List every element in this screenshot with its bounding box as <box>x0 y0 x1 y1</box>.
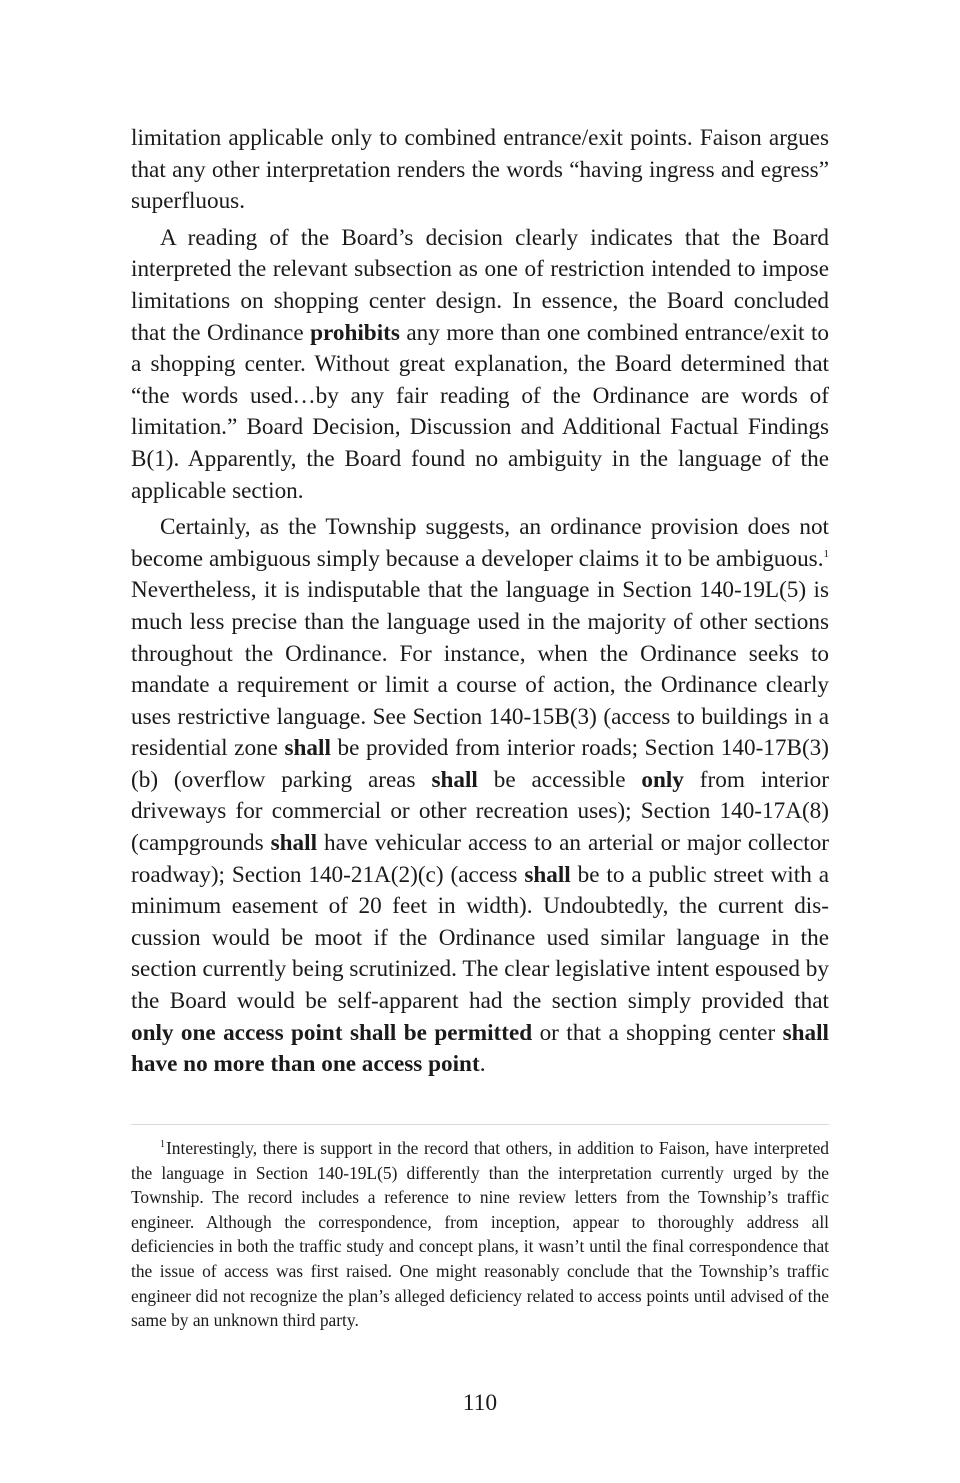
text-run: Nevertheless, it is indisputable that the language in Section 140-19L(5) is much less precise than the language used in the majority of other sections throughout the Ordinance. For instance, when the Ordinance seeks to mandate a requirement or limit a course of action, the Ordinance clearly uses restrictive language. See Section 140-15B(3) (access to buildings in a residential zone <box>131 577 829 762</box>
emphasis-text: shall <box>284 735 331 762</box>
emphasis-text: only one access point shall be permitted <box>131 1019 533 1046</box>
body-text <box>131 123 829 1081</box>
emphasis-text: prohibits <box>310 319 400 346</box>
text-run: . <box>479 1051 486 1078</box>
footnote-text: Interestingly, there is support in the record that others, in addition to Faison, have interpreted the language in Section 140-19L(5) differently than the interpretation currently urged by the Township. The record includes a reference to nine review letters from the Township’s traffic engineer. Although the correspondence, from inception, appear to thoroughly address all deficiencies in both the traffic study and concept plans, it wasn’t until the final correspondence that the issue of access was first raised. One might reasonably conclude that the Township’s traffic engineer did not recognize the plan’s alleged deficiency related to access points until advised of the same by an unknown third party. <box>131 1138 829 1331</box>
text-run: or that a shopping center <box>532 1019 783 1046</box>
emphasis-text: shall <box>270 830 318 857</box>
text-run: be provided from interior roads; Section 140-17B(3)(b) (overflow parking areas <box>131 735 829 793</box>
text-run: Certainly, as the Township suggests, an ordinance provision does not become ambiguous simply because a developer claims it to be ambiguous. <box>131 514 829 572</box>
emphasis-text: only <box>641 766 684 793</box>
paragraph <box>131 123 829 218</box>
text-run: be accessible <box>477 766 642 793</box>
footnote-reference: 1 <box>823 547 829 560</box>
text-run: A reading of the Board’s decision clearly indicates that the Board interpreted the relevant subsection as one of restriction intended to impose limitations on shopping center design. In essence, the Board concluded that the Ordinance <box>131 224 829 346</box>
text-run: limitation applicable only to combined entrance/exit points. Faison argues that any other interpretation renders the words “having ingress and egress” superfluous. <box>131 125 829 215</box>
emphasis-text: shall <box>524 861 571 888</box>
page-number: 110 <box>462 1390 498 1416</box>
emphasis-text: shall have no more than one access point <box>131 1019 829 1078</box>
text-run: any more than one combined entrance/exit to a shopping center. Without great explanation, the Board determined that “the words used…by any fair reading of the Ordinance are words of limitation.” Board Decision, Discussion and Additional Factual Findings B(1). Apparently, the Board found no ambiguity in the language of the applicable section. <box>131 319 829 504</box>
paragraph <box>131 512 829 1081</box>
text-run: have vehicular access to an arterial or major collector roadway); Section 140-21A(2)(c) (access <box>131 830 830 888</box>
text-run: be to a public street with a minimum easement of 20 feet in width). Undoubtedly, the current discussion would be moot if the Ordinance used similar language in the section currently being scrutinized. The clear legislative intent espoused by the Board would be self-apparent had the section simply provided that <box>131 861 829 1015</box>
footnote-divider <box>131 1124 829 1125</box>
footnote-marker: 1 <box>160 1139 165 1150</box>
paragraph <box>131 223 829 507</box>
emphasis-text: shall <box>431 766 478 793</box>
footnote <box>131 1136 829 1333</box>
text-run: from interior driveways for commercial or other recreation uses); Section 140-17A(8) (campgrounds <box>131 766 829 857</box>
